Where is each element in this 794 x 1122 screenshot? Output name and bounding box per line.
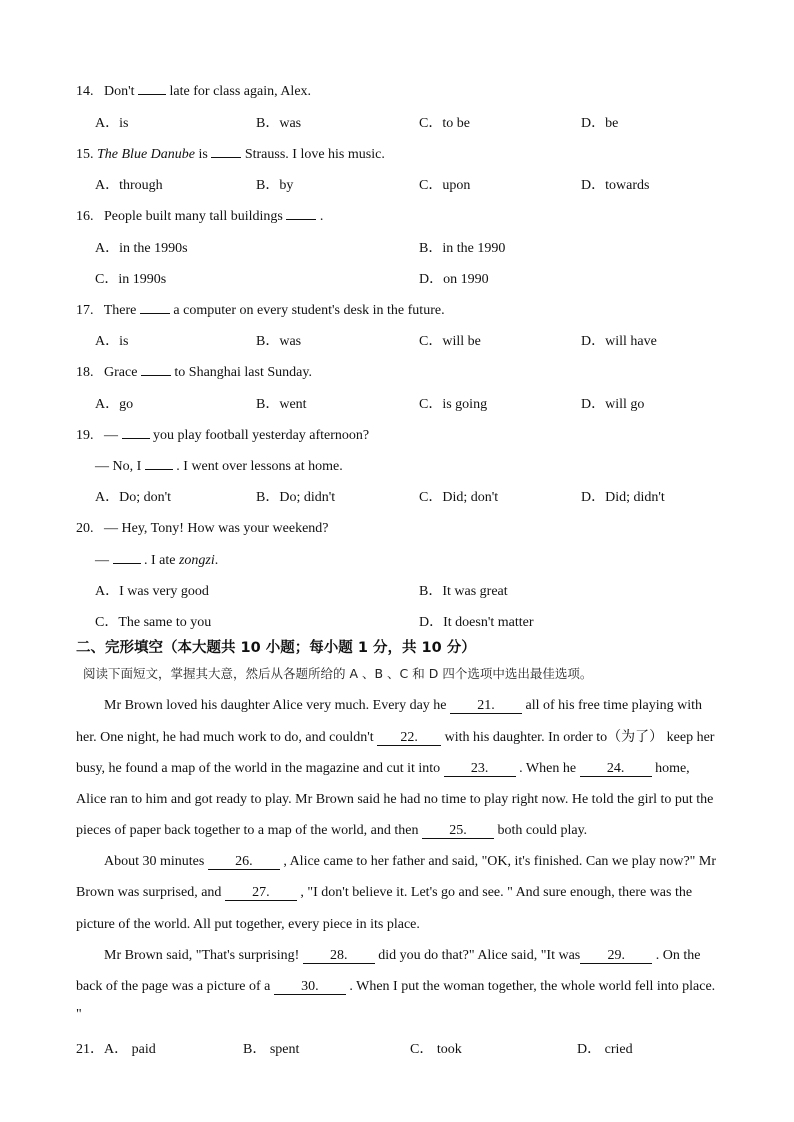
option-d: D． cried bbox=[577, 1042, 633, 1057]
option-c: C．is going bbox=[419, 397, 488, 412]
option-c: C．will be bbox=[419, 334, 481, 349]
blank-27: 27. bbox=[225, 885, 297, 901]
blank-28: 28. bbox=[303, 948, 375, 964]
passage-line: Mr Brown loved his daughter Alice very much. Every day he 21. all of his free time playing with bbox=[104, 698, 703, 713]
section-instruction: 阅读下面短文，掌握其大意，然后从各题所给的 A 、B 、C 和 D 四个选项中选出最佳选项。 bbox=[83, 666, 593, 681]
question-14: 14. Don't late for class again, Alex. bbox=[76, 84, 312, 99]
option-a: A．I was very good bbox=[95, 584, 209, 599]
option-b: B．was bbox=[256, 116, 302, 131]
blank-24: 24. bbox=[580, 761, 652, 777]
passage-line: busy, he found a map of the world in the magazine and cut it into 23. . When he 24. home, bbox=[76, 761, 690, 776]
blank-22: 22. bbox=[377, 730, 441, 746]
question-17: 17. There a computer on every student's desk in the future. bbox=[76, 303, 445, 318]
option-d: D．will have bbox=[581, 334, 657, 349]
option-d: D．will go bbox=[581, 397, 645, 412]
blank-23: 23. bbox=[444, 761, 516, 777]
q-number: 19. bbox=[76, 428, 94, 443]
option-a: A．is bbox=[95, 334, 129, 349]
option-d: D．It doesn't matter bbox=[419, 615, 534, 630]
answer-blank bbox=[140, 313, 170, 314]
option-d: D．on 1990 bbox=[419, 272, 489, 287]
option-b: B．was bbox=[256, 334, 302, 349]
answer-blank bbox=[113, 563, 141, 564]
passage-line: Alice ran to him and got ready to play. Mr Brown said he had no time to play right now. He told the girl to put the bbox=[76, 792, 714, 807]
option-c: C．upon bbox=[419, 178, 471, 193]
question-20: 20. — Hey, Tony! How was your weekend? bbox=[76, 521, 329, 536]
blank-21: 21. bbox=[450, 698, 522, 714]
option-b: B．It was great bbox=[419, 584, 508, 599]
answer-blank bbox=[122, 438, 150, 439]
passage-line: pieces of paper back together to a map of the world, and then 25. both could play. bbox=[76, 823, 588, 838]
option-a: A． paid bbox=[104, 1042, 156, 1057]
question-19: 19. — you play football yesterday afternoon? bbox=[76, 428, 370, 443]
answer-blank bbox=[211, 157, 241, 158]
answer-blank bbox=[138, 94, 166, 95]
passage-line: back of the page was a picture of a 30. . When I put the woman together, the whole world fell into place. bbox=[76, 979, 716, 994]
q-number: 17. bbox=[76, 303, 94, 318]
option-b: B．Do; didn't bbox=[256, 490, 336, 505]
answer-blank bbox=[286, 219, 316, 220]
passage-line: Brown was surprised, and 27. , "I don't believe it. Let's go and see. " And sure enough, there was the bbox=[76, 885, 693, 900]
q-number: 18. bbox=[76, 365, 94, 380]
passage-line: her. One night, he had much work to do, and couldn't 22. with his daughter. In order to（为了） keep her bbox=[76, 730, 715, 745]
dialog-line: — . I ate zongzi. bbox=[95, 553, 219, 568]
option-b: B．went bbox=[256, 397, 307, 412]
option-c: C．Did; don't bbox=[419, 490, 499, 505]
title-italic: The Blue Danube bbox=[97, 147, 195, 162]
option-b: B．in the 1990 bbox=[419, 241, 506, 256]
option-c: C．The same to you bbox=[95, 615, 212, 630]
option-b: B．by bbox=[256, 178, 294, 193]
q-number: 21． bbox=[76, 1042, 104, 1057]
question-21 bbox=[76, 1041, 156, 1059]
question-18: 18. Grace to Shanghai last Sunday. bbox=[76, 365, 312, 380]
q-number: 16. bbox=[76, 209, 94, 224]
passage-line: About 30 minutes 26. , Alice came to her father and said, "OK, it's finished. Can we play now?" Mr bbox=[104, 854, 717, 869]
blank-29: 29. bbox=[580, 948, 652, 964]
option-a: A．through bbox=[95, 178, 163, 193]
blank-26: 26. bbox=[208, 854, 280, 870]
passage-line: " bbox=[76, 1007, 82, 1022]
option-c: C．in 1990s bbox=[95, 272, 167, 287]
passage-line: Mr Brown said, "That's surprising! 28. did you do that?" Alice said, "It was 29. . On the bbox=[104, 948, 701, 963]
q-number: 20. bbox=[76, 521, 94, 536]
passage-line: picture of the world. All put together, every piece in its place. bbox=[76, 917, 420, 932]
option-c: C． took bbox=[410, 1042, 462, 1057]
option-d: D．be bbox=[581, 116, 619, 131]
question-16: 16. People built many tall buildings . bbox=[76, 209, 324, 224]
option-a: A．in the 1990s bbox=[95, 241, 188, 256]
answer-blank bbox=[141, 375, 171, 376]
question-15: 15. The Blue Danube is Strauss. I love his music. bbox=[76, 147, 385, 162]
section-title: 二、完形填空（本大题共 10 小题；每小题 1 分，共 10 分） bbox=[76, 640, 476, 656]
answer-blank bbox=[145, 469, 173, 470]
option-b: B． spent bbox=[243, 1042, 300, 1057]
q-number: 15. bbox=[76, 147, 94, 162]
q-number: 14. bbox=[76, 84, 94, 99]
option-a: A．go bbox=[95, 397, 134, 412]
option-c: C．to be bbox=[419, 116, 470, 131]
blank-25: 25. bbox=[422, 823, 494, 839]
dialog-line: — No, I . I went over lessons at home. bbox=[95, 459, 343, 474]
option-a: A．is bbox=[95, 116, 129, 131]
option-a: A．Do; don't bbox=[95, 490, 172, 505]
option-d: D．Did; didn't bbox=[581, 490, 665, 505]
option-d: D．towards bbox=[581, 178, 650, 193]
blank-30: 30. bbox=[274, 979, 346, 995]
